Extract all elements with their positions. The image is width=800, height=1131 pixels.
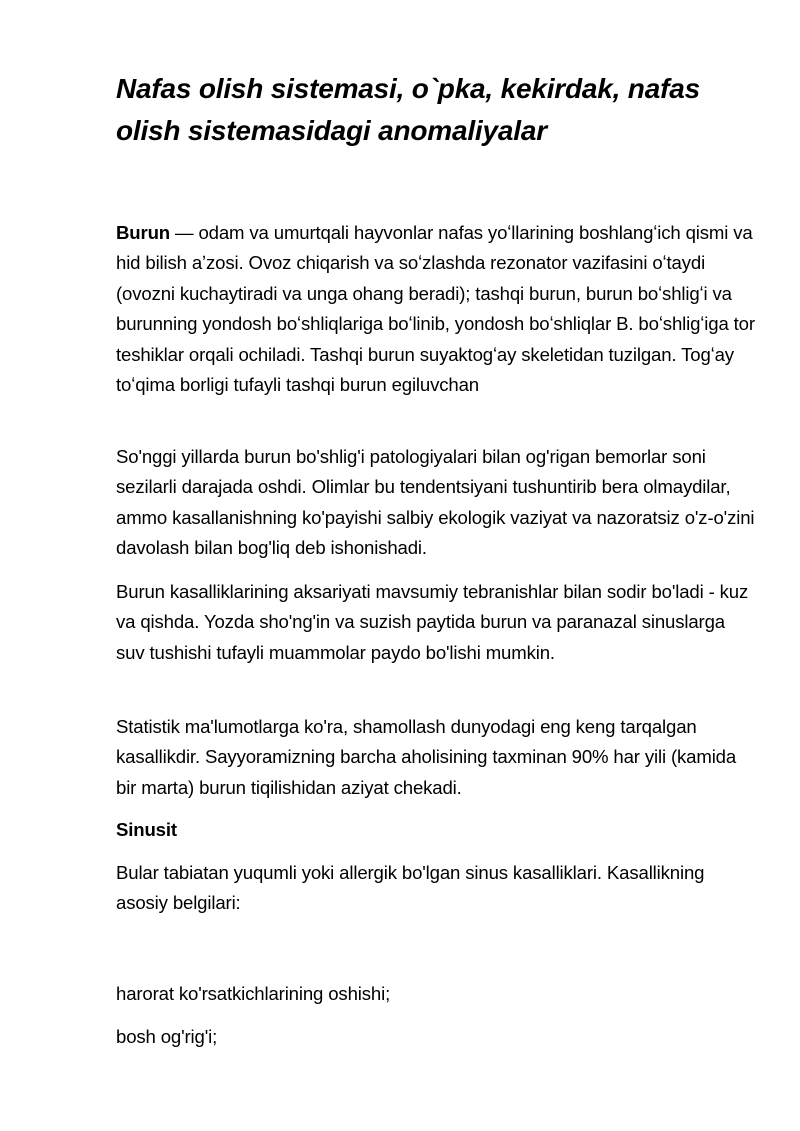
list-item: harorat ko'rsatkichlarining oshishi; [116,983,391,1004]
intro-paragraph [116,218,756,400]
heading-sinusit: Sinusit [116,819,177,840]
paragraph-seasonal: Burun kasalliklarining aksariyati mavsumiy tebranishlar bilan sodir bo'ladi - kuz va qishda. Yozda sho'ng'in va suzish paytida burun va paranazal sinuslarga suv tushishi tufayli muammolar paydo bo'lishi mumkin. [116,581,749,663]
paragraph-statistics-cold: Statistik ma'lumotlarga ko'ra, shamollash dunyodagi eng keng tarqalgan kasallikdir. Sayyoramizning barcha aholisining taxminan 90% har yili (kamida bir marta) burun tiqilishidan aziyat chekadi. [116,716,737,798]
list-item: bosh og'rig'i; [116,1026,218,1047]
intro-text: — odam va umurtqali hayvonlar nafas yoʻllarining boshlangʻich qismi va hid bilish aʼzosi. Ovoz chiqarish va soʻzlashda rezonator vazifasini oʻtaydi (ovozni kuchaytiradi va unga ohang beradi); tashqi burun, burun boʻshligʻi va burunning yondosh boʻshliqlariga boʻlinib, yondosh boʻshliqlar B. boʻshligʻiga tor teshiklar orqali ochiladi. Tashqi burun suyaktogʻay skeletidan tuzilgan. Togʻay toʻqima borligi tufayli tashqi burun egiluvchan [116,222,755,396]
paragraph-sinusit-intro: Bular tabiatan yuqumli yoki allergik bo'lgan sinus kasalliklari. Kasallikning asosiy belgilari: [116,862,705,914]
paragraph-statistics-patients: So'nggi yillarda burun bo'shlig'i patologiyalari bilan og'rigan bemorlar soni sezilarli darajada oshdi. Olimlar bu tendentsiyani tushuntirib bera olmaydilar, ammo kasallanishning ko'payishi salbiy ekologik vaziyat va nazoratsiz o'z-o'zini davolash bilan bog'liq deb ishonishadi. [116,446,755,559]
intro-term: Burun [116,222,170,243]
page-title: Nafas olish sistemasi, o`pka, kekirdak, nafas olish sistemasidagi anomaliyalar [116,73,700,146]
